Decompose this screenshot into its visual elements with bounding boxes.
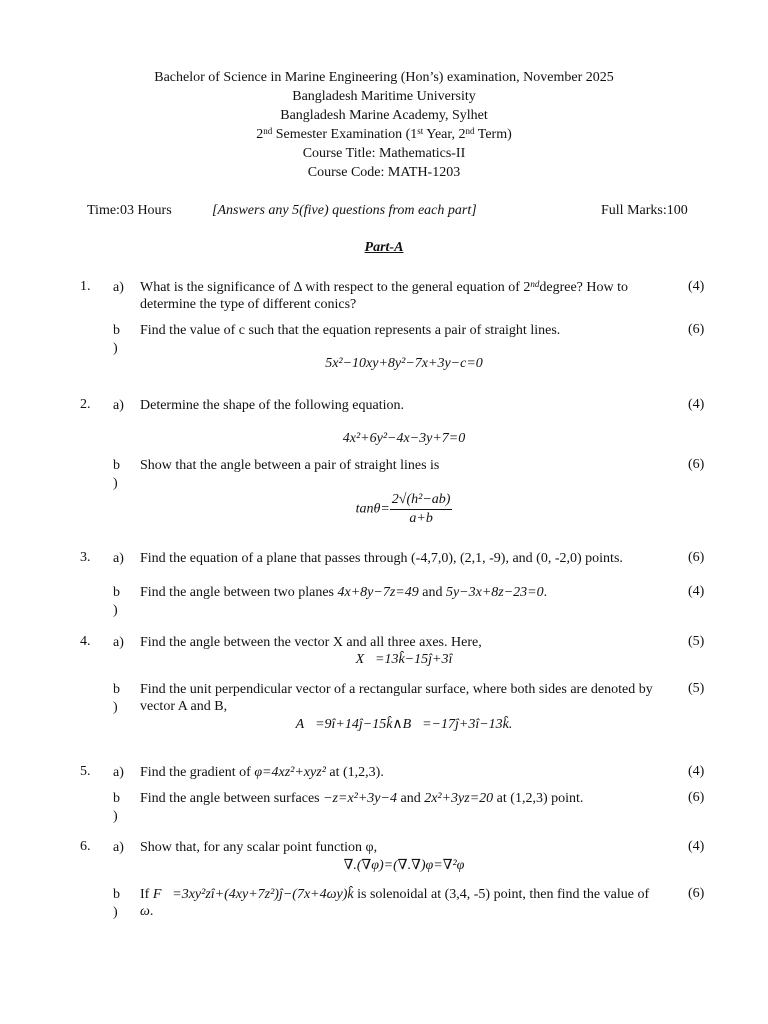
sub-label: b ) xyxy=(113,585,120,618)
question-text: Find the angle between surfaces −z=x²+3y−4 and 2x²+3yz=20 at (1,2,3) point. xyxy=(140,791,584,806)
question-number: 2. xyxy=(80,397,91,412)
exam-header xyxy=(0,68,768,182)
question-text: Show that the angle between a pair of straight lines is xyxy=(140,458,440,473)
marks: (6) xyxy=(688,886,705,901)
plane-equation: 4x+8y−7z=49 xyxy=(337,585,419,600)
full-marks: Full Marks:100 xyxy=(601,203,688,218)
sub-label: a) xyxy=(113,840,124,855)
scalar-function: φ=4xz²+xyz² xyxy=(254,765,326,780)
equation: 4x²+6y²−4x−3y+7=0 xyxy=(342,431,466,446)
question-text: Find the unit perpendicular vector of a rectangular surface, where both sides are denoted by vector A and B, xyxy=(140,682,653,714)
course-code: Course Code: MATH-1203 xyxy=(307,165,461,180)
time-allowed: Time:03 Hours xyxy=(87,203,172,218)
marks: (6) xyxy=(688,322,705,337)
question-text: Find the equation of a plane that passes through (-4,7,0), (2,1, -9), and (0, -2,0) points. xyxy=(140,551,623,566)
sub-label: a) xyxy=(113,551,124,566)
sub-label: b ) xyxy=(113,887,120,920)
marks: (4) xyxy=(688,839,705,854)
question-text: Find the gradient of φ=4xz²+xyz² at (1,2,3). xyxy=(140,765,384,780)
marks: (6) xyxy=(688,790,705,805)
sub-label: a) xyxy=(113,280,124,295)
sub-label: b ) xyxy=(113,323,120,356)
plane-equation: 5y−3x+8z−23=0 xyxy=(445,585,544,600)
fraction: $\frac{\text{2√(h²−ab)}}{a+b}$ xyxy=(391,492,451,526)
marks: (4) xyxy=(688,764,705,779)
equation: tanθ= $\frac{\text{2√(h²−ab)}}{a+b}$ xyxy=(355,492,451,526)
question-text: If F⃗=3xy²zî+(4xy+7z²)ĵ−(7x+4ωy)k̂ is solenoidal at (3,4, -5) point, then find the value of ω. xyxy=(140,887,650,919)
question-text: Determine the shape of the following equation. xyxy=(140,398,404,413)
marks: (4) xyxy=(688,397,705,412)
sub-label: a) xyxy=(113,398,124,413)
semester-line: 2nd Semester Examination (1st Year, 2nd Term) xyxy=(256,126,512,142)
marks: (5) xyxy=(688,681,705,696)
academy-name: Bangladesh Marine Academy, Sylhet xyxy=(280,108,488,123)
marks: (5) xyxy=(688,634,705,649)
omega-symbol: ω xyxy=(140,904,150,919)
sub-label: a) xyxy=(113,765,124,780)
marks: (4) xyxy=(688,279,705,294)
question-number: 5. xyxy=(80,764,91,779)
equation: 5x²−10xy+8y²−7x+3y−c=0 xyxy=(325,356,483,371)
sub-label: a) xyxy=(113,635,124,650)
equation: A⃗=9î+14ĵ−15k̂∧B⃗=−17ĵ+3î−13k̂. xyxy=(295,717,513,732)
question-number: 3. xyxy=(80,550,91,565)
question-text: What is the significance of Δ with respect to the general equation of 2nddegree? How to determine the type of different conics? xyxy=(140,279,629,312)
equation: ∇.(∇φ)=(∇.∇)φ=∇²φ xyxy=(343,858,465,873)
question-text: Find the value of c such that the equation represents a pair of straight lines. xyxy=(140,323,561,338)
part-title: Part-A xyxy=(364,240,404,255)
course-title: Course Title: Mathematics-II xyxy=(302,146,466,161)
question-number: 4. xyxy=(80,634,91,649)
question-text: Show that, for any scalar point function φ, xyxy=(140,840,378,855)
sub-label: b ) xyxy=(113,458,120,491)
question-number: 1. xyxy=(80,279,91,294)
exam-meta xyxy=(0,203,768,223)
vector-field: F⃗=3xy²zî+(4xy+7z²)ĵ−(7x+4ωy)k̂ xyxy=(152,887,354,902)
question-text: Find the angle between two planes 4x+8y−7z=49 and 5y−3x+8z−23=0. xyxy=(140,585,548,600)
equation: X⃗=13k̂−15ĵ+3î xyxy=(355,652,453,667)
question-number: 6. xyxy=(80,839,91,854)
surface-equation: −z=x²+3y−4 xyxy=(323,791,397,806)
marks: (4) xyxy=(688,584,705,599)
marks: (6) xyxy=(688,457,705,472)
question-text: Find the angle between the vector X and all three axes. Here, xyxy=(140,635,482,650)
exam-title: Bachelor of Science in Marine Engineering (Hon’s) examination, November 2025 xyxy=(154,70,614,85)
sub-label: b ) xyxy=(113,791,120,824)
sub-label: b ) xyxy=(113,682,120,715)
marks: (6) xyxy=(688,550,705,565)
surface-equation: 2x²+3yz=20 xyxy=(424,791,494,806)
university-name: Bangladesh Maritime University xyxy=(292,89,476,104)
instructions: [Answers any 5(five) questions from each part] xyxy=(212,203,477,218)
